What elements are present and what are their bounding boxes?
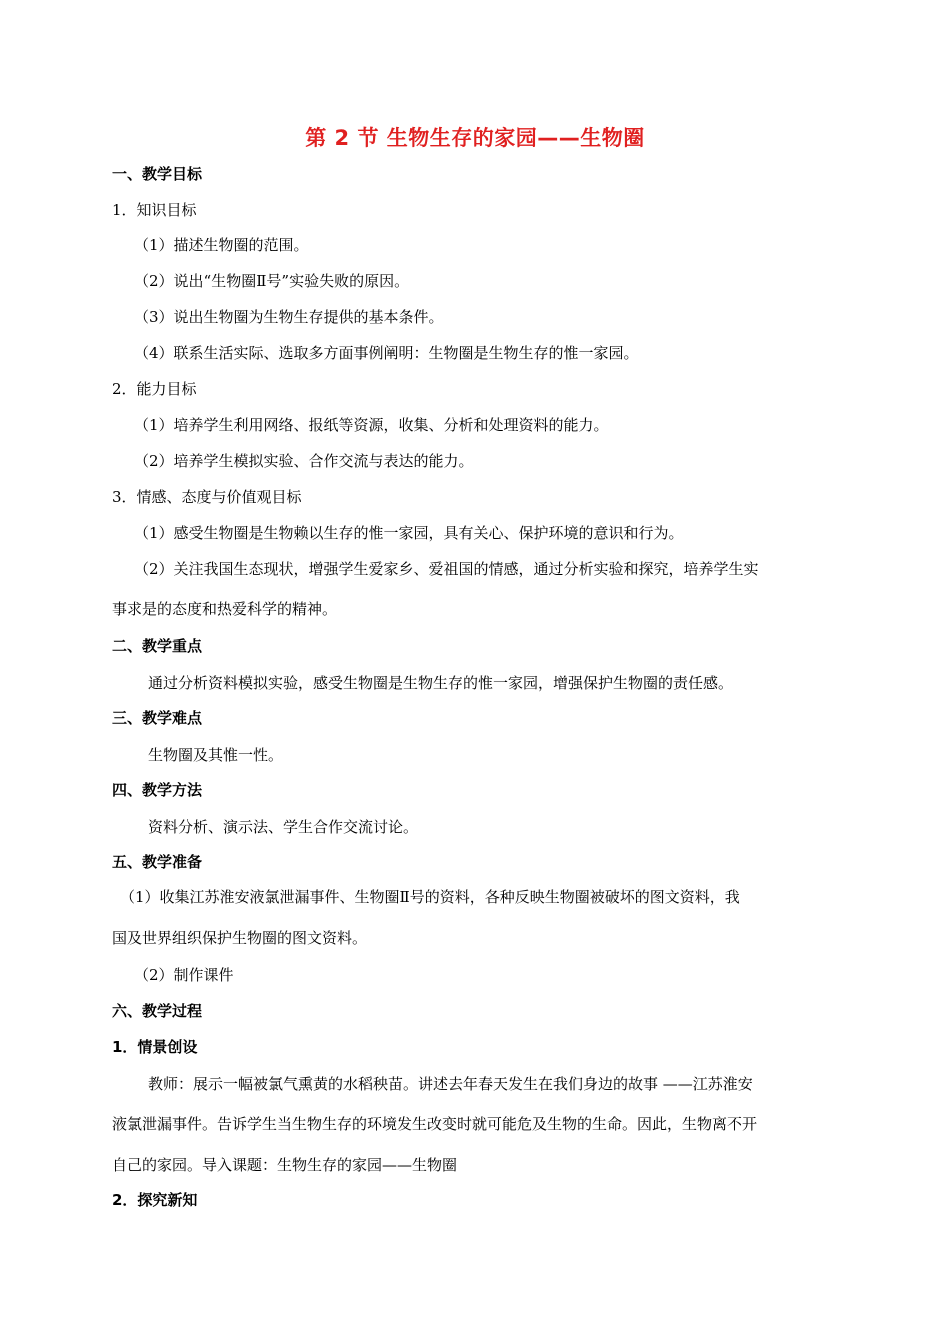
paragraph-line: 液氯泄漏事件。告诉学生当生物生存的环境发生改变时就可能危及生物的生命。因此，生物离不开 <box>112 1115 758 1133</box>
subsection-heading: 2．探究新知 <box>112 1191 198 1209</box>
paragraph-line: 通过分析资料模拟实验，感受生物圈是生物生存的惟一家园，增强保护生物圈的责任感。 <box>148 674 734 692</box>
section-heading: 二、教学重点 <box>112 637 203 655</box>
subsection-heading: 1．知识目标 <box>112 201 197 219</box>
section-heading: 一、教学目标 <box>112 165 203 183</box>
page-title: 第 2 节 生物生存的家园——生物圈 <box>305 126 645 150</box>
list-item: （2）培养学生模拟实验、合作交流与表达的能力。 <box>134 452 474 470</box>
section-heading: 四、教学方法 <box>112 781 203 799</box>
subsection-heading: 3．情感、态度与价值观目标 <box>112 488 302 506</box>
paragraph-line: （2）关注我国生态现状，增强学生爱家乡、爱祖国的情感，通过分析实验和探究，培养学生实 <box>134 560 759 578</box>
section-heading: 五、教学准备 <box>112 853 203 871</box>
paragraph-line: 教师：展示一幅被氯气熏黄的水稻秧苗。讲述去年春天发生在我们身边的故事 ——江苏淮安 <box>148 1075 753 1093</box>
list-item: （1）描述生物圈的范围。 <box>134 236 309 254</box>
section-heading: 六、教学过程 <box>112 1002 203 1020</box>
paragraph-line: 资料分析、演示法、学生合作交流讨论。 <box>148 818 419 836</box>
paragraph-line: （1）收集江苏淮安液氯泄漏事件、生物圈Ⅱ号的资料，各种反映生物圈被破坏的图文资料，我 <box>120 888 740 906</box>
paragraph-line: 生物圈及其惟一性。 <box>148 746 284 764</box>
subsection-heading: 1．情景创设 <box>112 1038 198 1056</box>
paragraph-line: 国及世界组织保护生物圈的图文资料。 <box>112 929 368 947</box>
list-item: （2）制作课件 <box>134 966 234 984</box>
subsection-heading: 2．能力目标 <box>112 380 197 398</box>
section-heading: 三、教学难点 <box>112 709 203 727</box>
paragraph-line: 自己的家园。导入课题：生物生存的家园——生物圈 <box>112 1156 458 1174</box>
list-item: （3）说出生物圈为生物生存提供的基本条件。 <box>134 308 444 326</box>
list-item: （1）感受生物圈是生物赖以生存的惟一家园，具有关心、保护环境的意识和行为。 <box>134 524 684 542</box>
list-item: （1）培养学生利用网络、报纸等资源，收集、分析和处理资料的能力。 <box>134 416 609 434</box>
paragraph-line: 事求是的态度和热爱科学的精神。 <box>112 600 338 618</box>
list-item: （4）联系生活实际、选取多方面事例阐明：生物圈是生物生存的惟一家园。 <box>134 344 639 362</box>
list-item: （2）说出“生物圈Ⅱ号”实验失败的原因。 <box>134 272 410 290</box>
